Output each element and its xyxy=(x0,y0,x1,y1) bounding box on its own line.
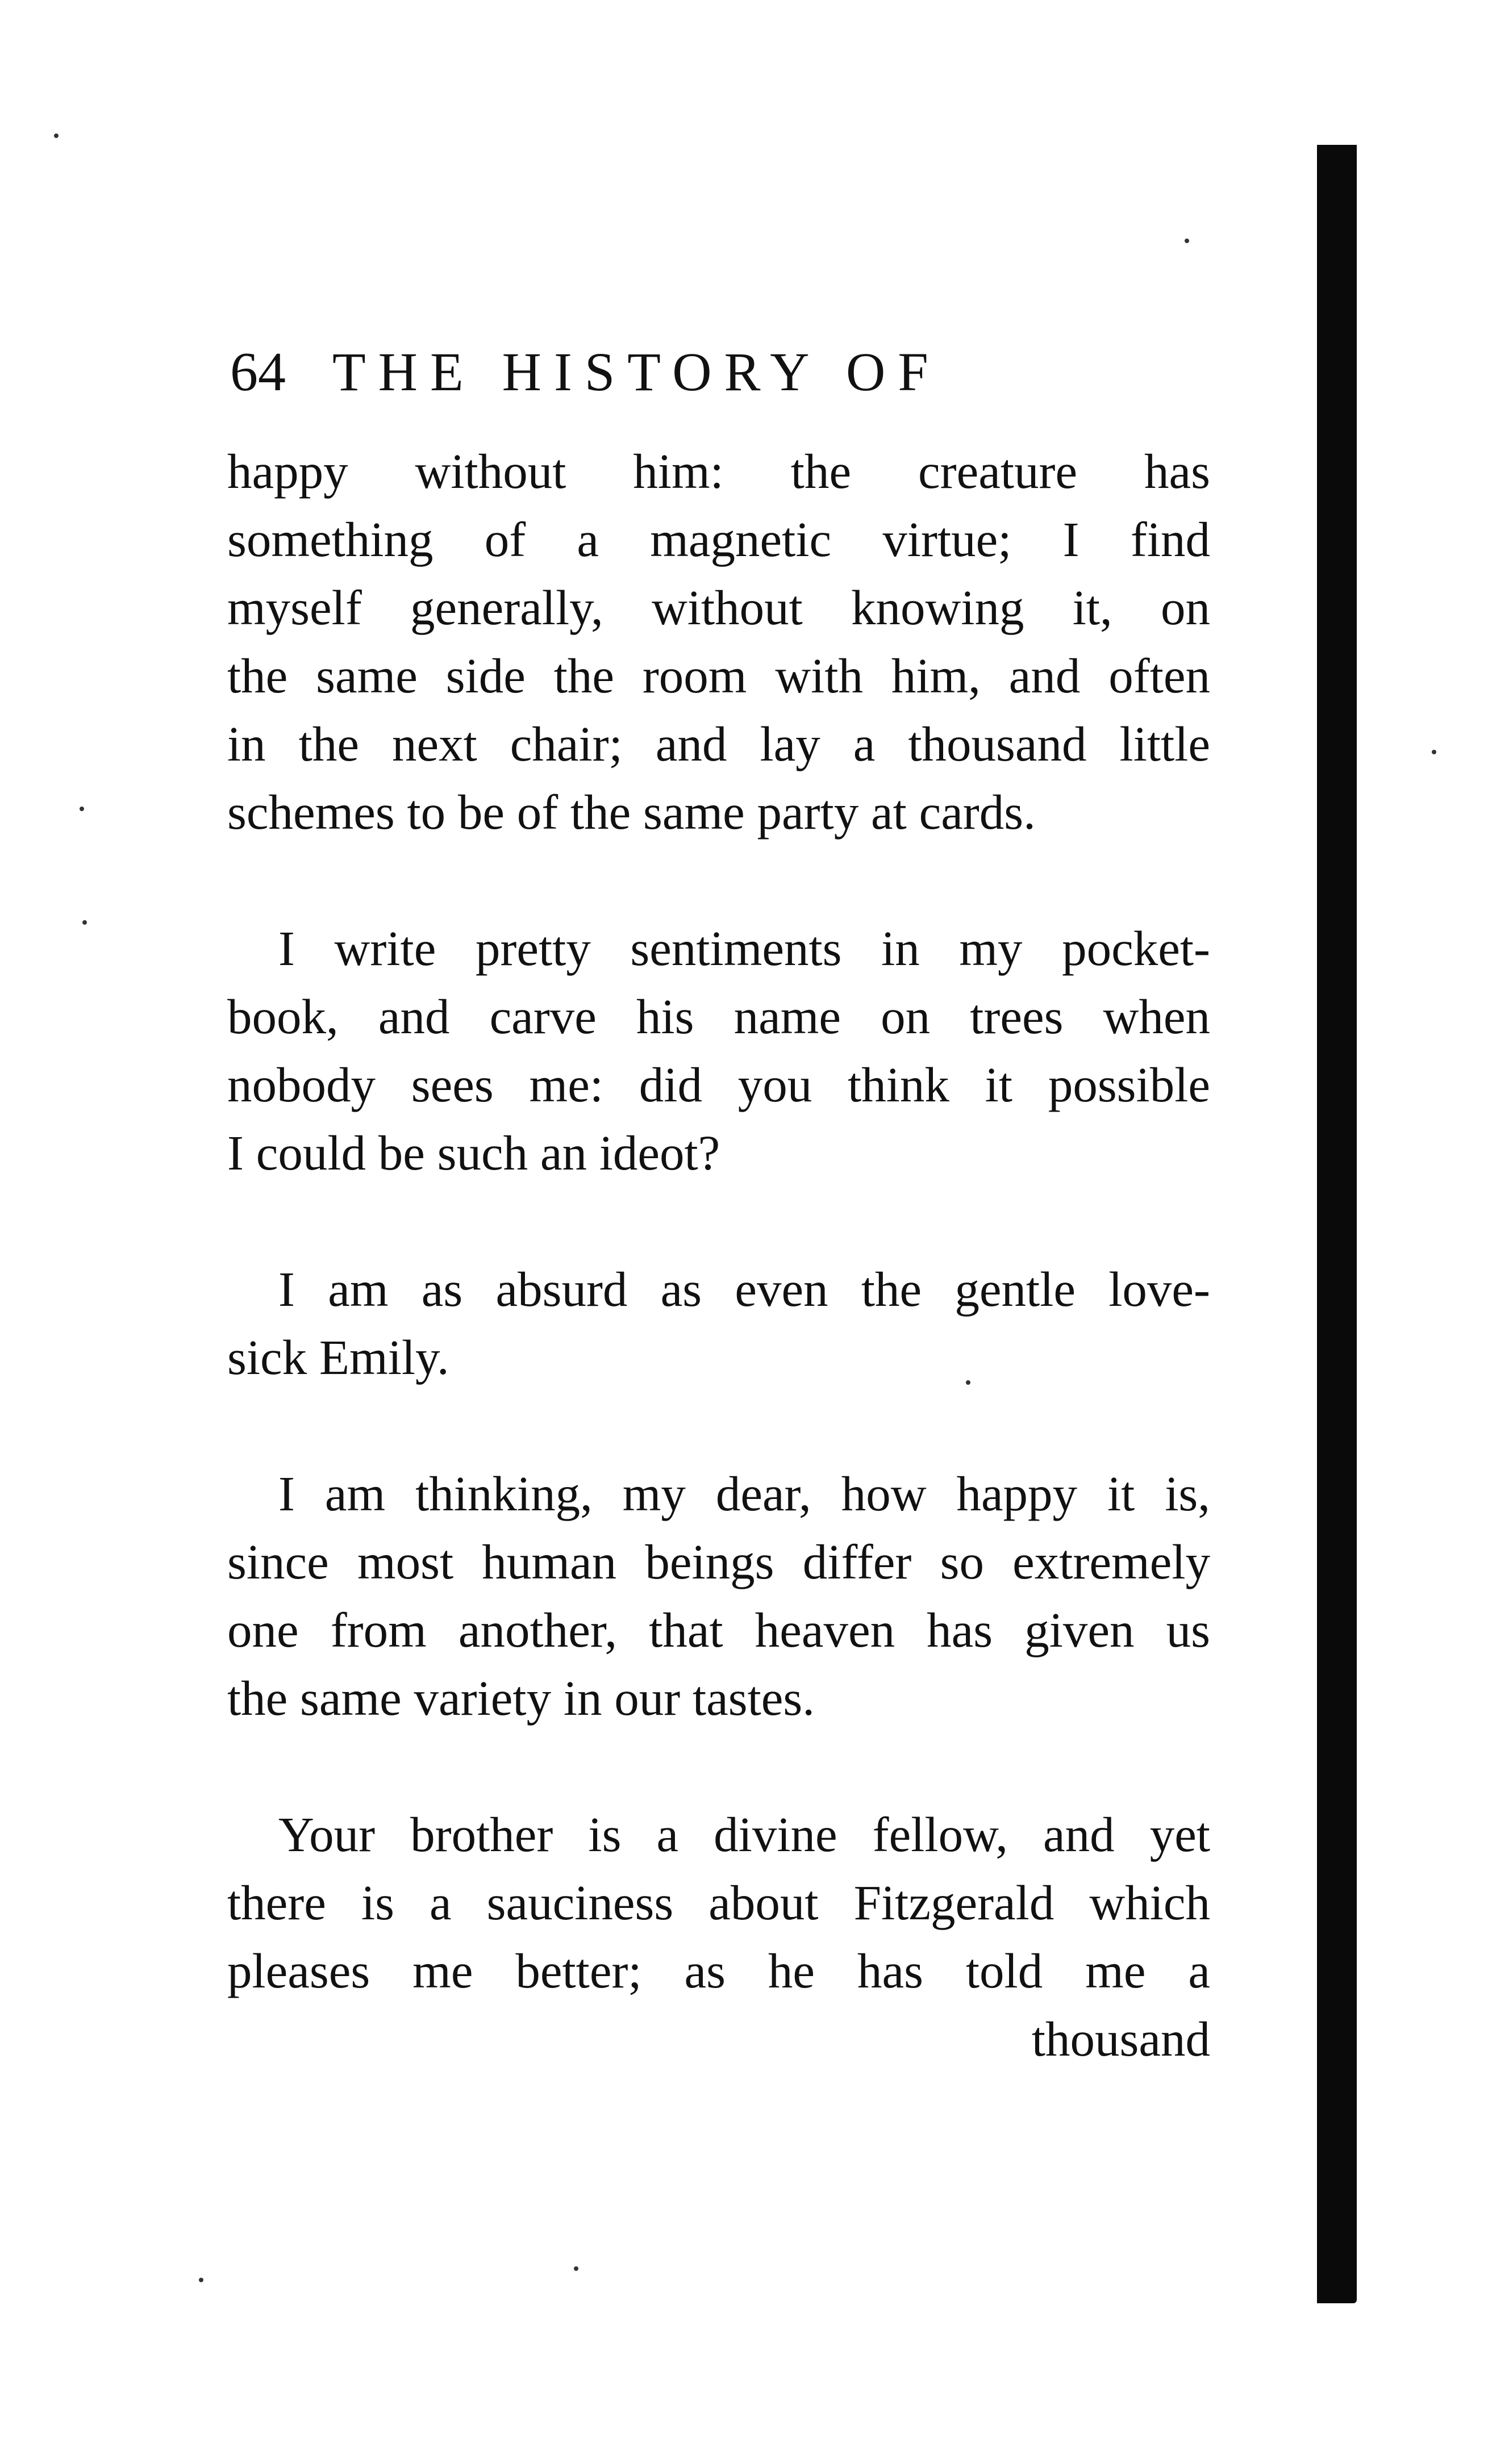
text-line: Your brother is a divine fellow, and yet xyxy=(278,1807,1210,1862)
body-text xyxy=(227,437,1210,2073)
text-line: schemes to be of the same party at cards. xyxy=(227,784,1036,840)
running-head-title: THE HISTORY OF xyxy=(332,341,941,402)
text-line: pleases me better; as he has told me a xyxy=(227,1943,1210,1998)
text-line: in the next chair; and lay a thousand little xyxy=(227,716,1210,771)
text-line: I am as absurd as even the gentle love- xyxy=(278,1262,1210,1317)
text-line: the same variety in our tastes. xyxy=(227,1670,815,1726)
text-line: I could be such an ideot? xyxy=(227,1125,720,1180)
text-line: I write pretty sentiments in my pocket- xyxy=(278,921,1210,976)
print-speck xyxy=(199,2278,203,2282)
text-line: sick Emily. xyxy=(227,1330,449,1385)
running-head xyxy=(230,329,1196,415)
print-speck xyxy=(80,807,84,811)
print-speck xyxy=(54,133,59,138)
text-line: one from another, that heaven has given us xyxy=(227,1602,1210,1657)
text-line: since most human beings differ so extremely xyxy=(227,1534,1210,1589)
paragraph-gap xyxy=(227,846,1210,914)
text-line: myself generally, without knowing it, on xyxy=(227,580,1210,635)
print-speck xyxy=(966,1380,970,1385)
text-line: there is a sauciness about Fitzgerald which xyxy=(227,1875,1210,1930)
page-number: 64 xyxy=(230,341,286,403)
paragraph-gap xyxy=(227,1392,1210,1460)
paragraph-gap xyxy=(227,1732,1210,1801)
text-line: I am thinking, my dear, how happy it is, xyxy=(278,1466,1210,1521)
text-line: something of a magnetic virtue; I find xyxy=(227,512,1210,567)
binding-shadow xyxy=(1317,145,1357,2303)
catchword: thousand xyxy=(1031,2011,1210,2066)
print-speck xyxy=(1432,750,1436,754)
print-speck xyxy=(574,2266,578,2271)
text-line: nobody sees me: did you think it possible xyxy=(227,1057,1210,1112)
text-line: the same side the room with him, and often xyxy=(227,648,1210,703)
print-speck xyxy=(82,920,87,925)
text-line: happy without him: the creature has xyxy=(227,444,1210,499)
text-line: book, and carve his name on trees when xyxy=(227,989,1210,1044)
print-speck xyxy=(1185,239,1189,243)
paragraph-gap xyxy=(227,1187,1210,1255)
